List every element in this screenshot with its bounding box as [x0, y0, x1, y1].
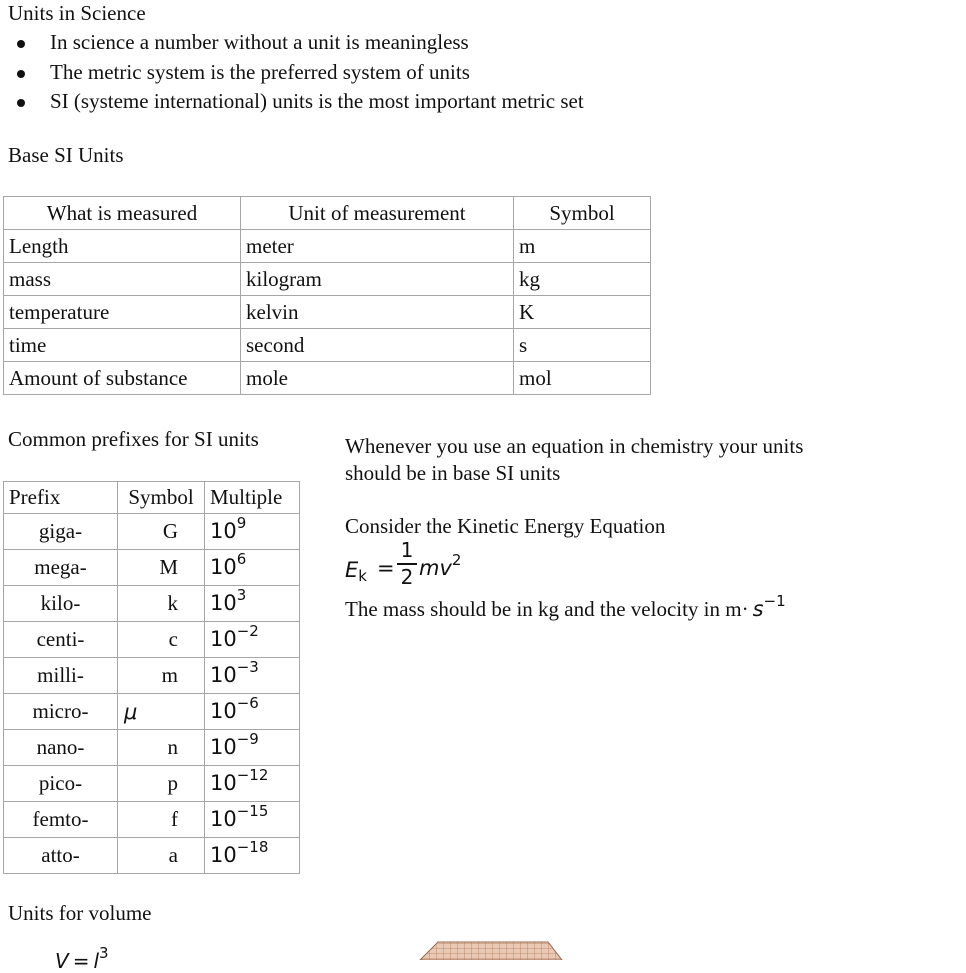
- prefix-cell: femto-: [4, 802, 118, 838]
- prefix-cell: pico-: [4, 766, 118, 802]
- symbol-cell: c: [118, 622, 205, 658]
- symbol-cell: M: [118, 550, 205, 586]
- table-cell: mol: [514, 362, 651, 395]
- table-header-row: [4, 197, 651, 230]
- table-cell: s: [514, 329, 651, 362]
- si-prefix-table: [3, 481, 300, 874]
- column-header: Symbol: [118, 482, 205, 514]
- multiple-cell: $10^{-2}$: [205, 622, 300, 658]
- multiple-cell: $10^3$: [205, 586, 300, 622]
- prefix-cell: micro-: [4, 694, 118, 730]
- cube-grid-icon: [380, 928, 570, 960]
- equation-lhs: Ek: [345, 558, 367, 585]
- column-header: What is measured: [4, 197, 241, 230]
- multiple-cell: $10^9$: [205, 514, 300, 550]
- symbol-cell: p: [118, 766, 205, 802]
- table-row: [4, 329, 651, 362]
- table-row: [4, 658, 300, 694]
- table-row: [4, 230, 651, 263]
- table-row: [4, 514, 300, 550]
- volume-heading: Units for volume: [8, 901, 152, 925]
- multiple-cell: $10^{-6}$: [205, 694, 300, 730]
- bullet-dot-icon: [17, 99, 25, 107]
- fraction-one-half: 1 2: [397, 538, 417, 588]
- multiple-cell: $10^{-18}$: [205, 838, 300, 874]
- column-header: Multiple: [205, 482, 300, 514]
- prefix-cell: kilo-: [4, 586, 118, 622]
- prefix-cell: mega-: [4, 550, 118, 586]
- symbol-cell: m: [118, 658, 205, 694]
- table-cell: mass: [4, 263, 241, 296]
- table-cell: kilogram: [241, 263, 514, 296]
- column-header: Symbol: [514, 197, 651, 230]
- multiple-cell: $10^{-9}$: [205, 730, 300, 766]
- table-cell: kelvin: [241, 296, 514, 329]
- column-header: Unit of measurement: [241, 197, 514, 230]
- equation-rhs: $mv^2$: [419, 551, 462, 580]
- intro-bullet-list: [0, 28, 584, 117]
- equation-note-line1: Whenever you use an equation in chemistry your units: [345, 434, 804, 458]
- table-row: [4, 802, 300, 838]
- table-cell: m: [514, 230, 651, 263]
- cube-grid-illustration: [380, 928, 570, 960]
- table-cell: Length: [4, 230, 241, 263]
- symbol-cell: μ: [118, 694, 205, 730]
- prefix-cell: atto-: [4, 838, 118, 874]
- table-row: [4, 263, 651, 296]
- prefix-cell: nano-: [4, 730, 118, 766]
- symbol-cell: f: [118, 802, 205, 838]
- equals-sign: =: [377, 556, 395, 580]
- multiple-cell: $10^{-12}$: [205, 766, 300, 802]
- multiple-cell: $10^{-3}$: [205, 658, 300, 694]
- volume-formula: $V = l^3$: [55, 944, 109, 973]
- table-row: [4, 362, 651, 395]
- table-cell: Amount of substance: [4, 362, 241, 395]
- base-si-table: [3, 196, 651, 395]
- prefixes-heading: Common prefixes for SI units: [8, 427, 259, 451]
- multiple-cell: $10^{-15}$: [205, 802, 300, 838]
- table-cell: temperature: [4, 296, 241, 329]
- symbol-cell: k: [118, 586, 205, 622]
- table-cell: kg: [514, 263, 651, 296]
- symbol-cell: G: [118, 514, 205, 550]
- table-cell: K: [514, 296, 651, 329]
- multiple-cell: $10^6$: [205, 550, 300, 586]
- table-cell: time: [4, 329, 241, 362]
- table-cell: meter: [241, 230, 514, 263]
- units-requirement-text: The mass should be in kg and the velocity in $m\cdot s^{-1}$: [345, 592, 786, 621]
- table-row: [4, 296, 651, 329]
- bullet-dot-icon: [17, 40, 25, 48]
- page-title: Units in Science: [8, 1, 146, 25]
- table-cell: mole: [241, 362, 514, 395]
- bullet-dot-icon: [17, 70, 25, 78]
- prefix-cell: centi-: [4, 622, 118, 658]
- prefix-cell: giga-: [4, 514, 118, 550]
- table-row: [4, 730, 300, 766]
- table-row: [4, 694, 300, 730]
- column-header: Prefix: [4, 482, 118, 514]
- table-header-row: [4, 482, 300, 514]
- symbol-cell: n: [118, 730, 205, 766]
- table-cell: second: [241, 329, 514, 362]
- table-row: [4, 622, 300, 658]
- prefix-cell: milli-: [4, 658, 118, 694]
- symbol-cell: a: [118, 838, 205, 874]
- bullet-item: SI (systeme international) units is the most important metric set: [0, 87, 584, 117]
- bullet-item: In science a number without a unit is meaningless: [0, 28, 584, 58]
- bullet-item: The metric system is the preferred system of units: [0, 58, 584, 88]
- equation-note-line2: should be in base SI units: [345, 461, 561, 485]
- table-row: [4, 838, 300, 874]
- table-row: [4, 586, 300, 622]
- kinetic-energy-heading: Consider the Kinetic Energy Equation: [345, 514, 666, 538]
- base-si-heading: Base SI Units: [8, 143, 124, 167]
- table-row: [4, 766, 300, 802]
- table-row: [4, 550, 300, 586]
